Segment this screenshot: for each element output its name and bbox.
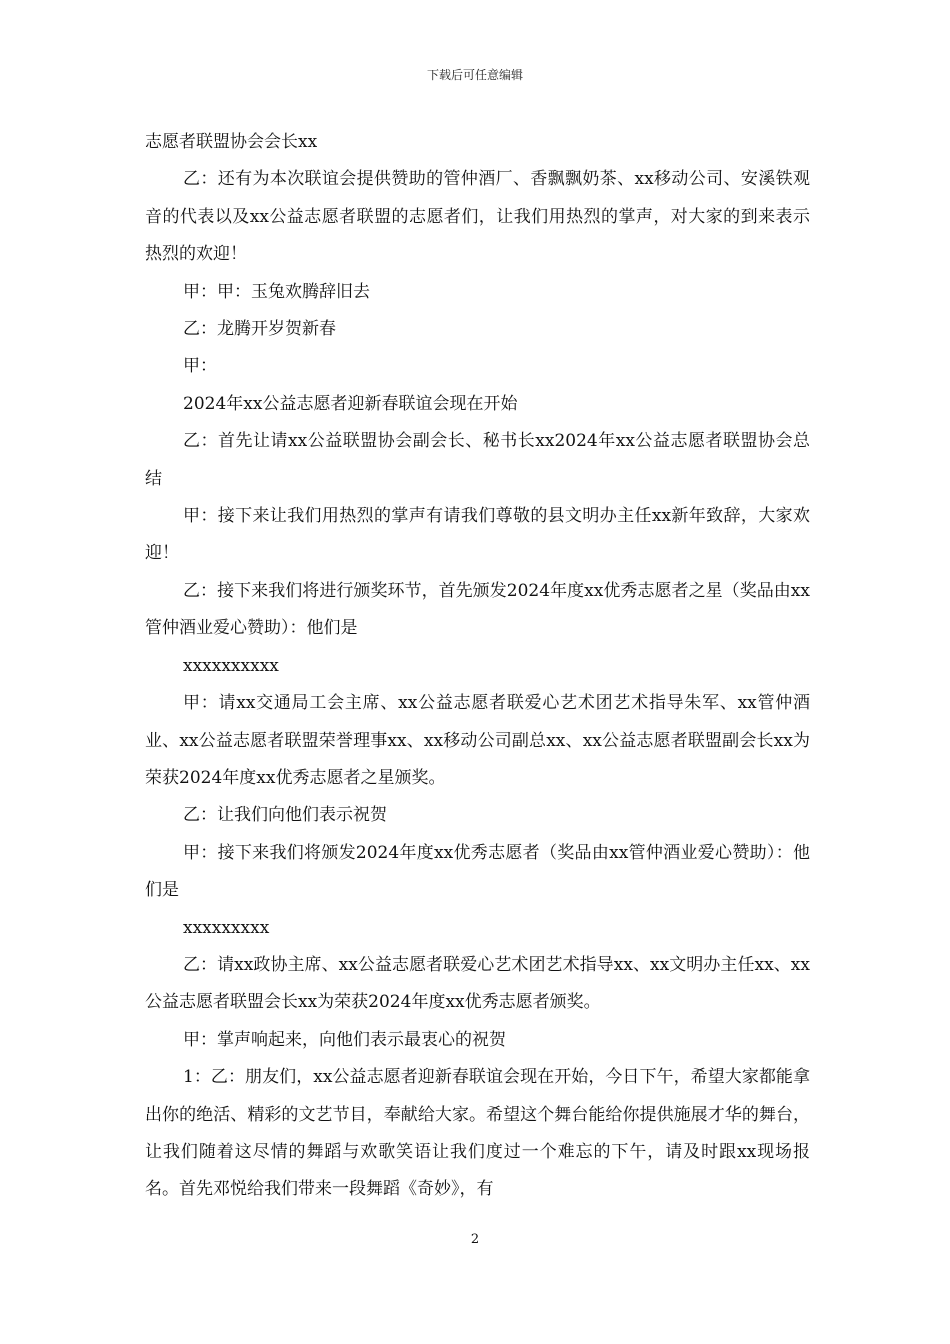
paragraph: xxxxxxxxxx [183, 655, 279, 676]
document-body [145, 124, 810, 1209]
paragraph: 甲：接下来我们将颁发2024年度xx优秀志愿者（奖品由xx管仲酒业爱心赞助）：他们是 [145, 842, 810, 901]
paragraph: 甲：甲：玉兔欢腾辞旧去 [183, 281, 370, 302]
paragraph: 甲：接下来让我们用热烈的掌声有请我们尊敬的县文明办主任xx新年致辞，大家欢迎！ [145, 506, 810, 564]
paragraph: 志愿者联盟协会会长xx [145, 132, 318, 152]
paragraph: 乙：请xx政协主席、xx公益志愿者联爱心艺术团艺术指导xx、xx文明办主任xx、xx公益志愿者联盟会长xx为荣获2024年度xx优秀志愿者颁奖。 [145, 954, 810, 1013]
paragraph: 乙：接下来我们将进行颁奖环节，首先颁发2024年度xx优秀志愿者之星（奖品由xx管仲酒业爱心赞助）：他们是 [145, 580, 810, 639]
paragraph: 乙：还有为本次联谊会提供赞助的管仲酒厂、香飘飘奶茶、xx移动公司、安溪铁观音的代表以及xx公益志愿者联盟的志愿者们，让我们用热烈的掌声，对大家的到来表示热烈的欢迎！ [145, 169, 810, 265]
paragraph: 甲：掌声响起来，向他们表示最衷心的祝贺 [183, 1029, 506, 1050]
page-number: 2 [470, 1232, 480, 1247]
paragraph: 2024年xx公益志愿者迎新春联谊会现在开始 [183, 393, 518, 414]
paragraph: 乙：首先让请xx公益联盟协会副会长、秘书长xx2024年xx公益志愿者联盟协会总结 [145, 431, 810, 489]
paragraph: xxxxxxxxx [183, 917, 270, 938]
paragraph: 甲： [183, 356, 217, 377]
paragraph: 乙：龙腾开岁贺新春 [183, 319, 336, 340]
paragraph: 甲：请xx交通局工会主席、xx公益志愿者联爱心艺术团艺术指导朱军、xx管仲酒业、xx公益志愿者联盟荣誉理事xx、xx移动公司副总xx、xx公益志愿者联盟副会长xx为荣获2024年度xx优秀志愿者之星颁奖。 [145, 693, 810, 788]
paragraph: 乙：让我们向他们表示祝贺 [183, 805, 387, 826]
page-header: 下载后可任意编辑 [426, 68, 523, 82]
paragraph: 1：乙：朋友们，xx公益志愿者迎新春联谊会现在开始，今日下午，希望大家都能拿出你的绝活、精彩的文艺节目，奉献给大家。希望这个舞台能给你提供施展才华的舞台，让我们随着这尽情的舞蹈与欢歌笑语让我们度过一个难忘的下午，请及时跟xx现场报名。首先邓悦给我们带来一段舞蹈《奇妙》，有 [145, 1067, 810, 1200]
